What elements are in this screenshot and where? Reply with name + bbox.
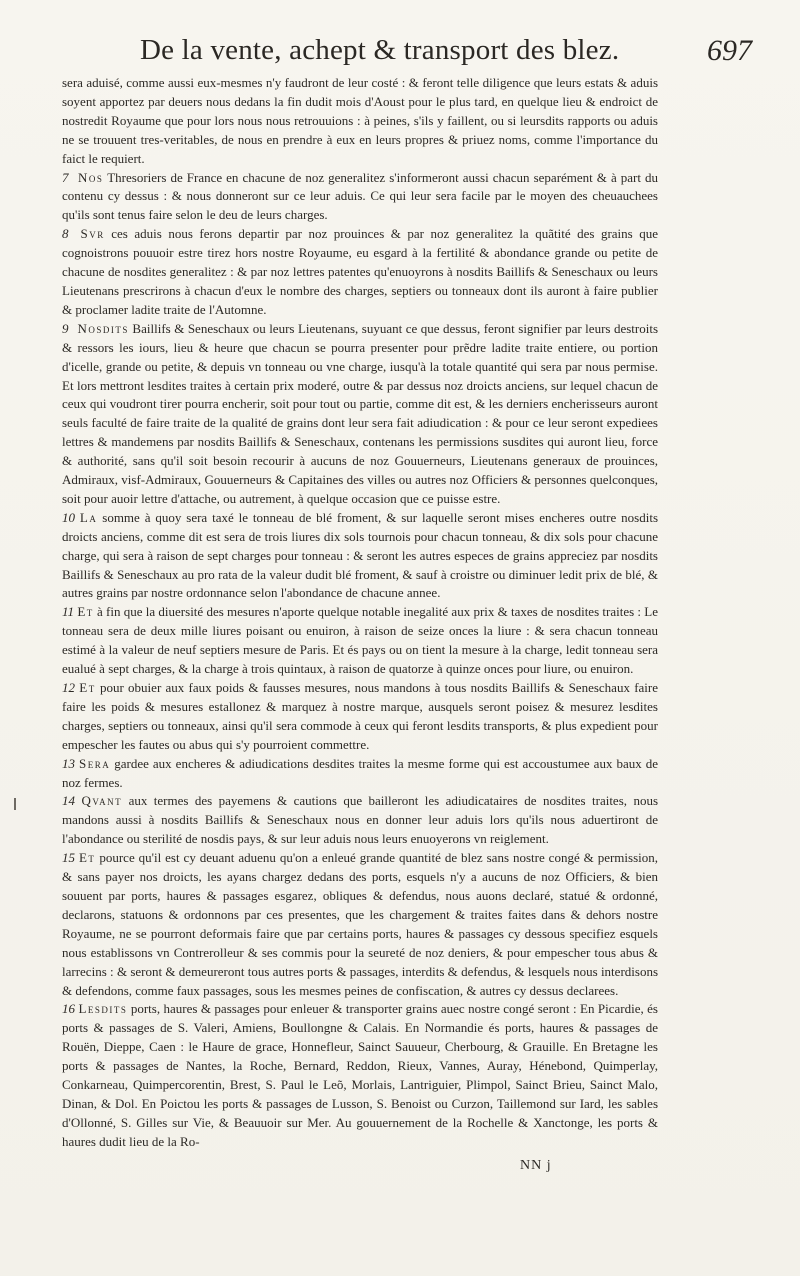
paragraph-text: ces aduis nous ferons departir par noz prouinces & par noz generalitez la quãtité des grains que cognoistrons pouuoir estre tirez hors nostre Royaume, eu esgard à la fertilité & abondance grande ou petite de chacune de nosdites generalitez : & par noz lettres patentes qu'enuoyrons à nosdits Baillifs & Seneschaux ou leurs Lieutenans prescrirons à chacun d'eux le nombre des charges, septiers ou tonneaux dont ils auront à faire publier & proclamer ladite traite de l'Automne. (62, 226, 658, 317)
paragraph-text: à fin que la diuersité des mesures n'aporte quelque notable inegalité aux prix & taxes de nosdites traites : Le tonneau sera de deux mille liures poisant ou enuiron, à raison de seize onces la liure : & sera chacun tonneau estimé à la valeur de neuf septiers mesure de Paris. Et és pays ou on tient la mesure à la charge, ledit tonneau sera eualué à sept charges, & la charge à trois quintaux, à raison de quatorze à quinze onces pour liure, ou enuiron. (62, 604, 658, 677)
article-lead: Lesdits (78, 1001, 128, 1017)
paragraph-text: gardee aux encheres & adiudications desdites traites la mesme forme qui est accoustumee aux baux de noz fermes. (62, 755, 659, 790)
article-9 (62, 320, 658, 509)
paragraph-text: aux termes des payemens & cautions que bailleront les adiudicataires de nosdites traites, nous mandons aussi à nosdits Baillifs & Seneschaux nous en donner leur aduis lors qu'ils nous aduertiront de l'abondance ou sterilité de nosdis pays, & sur leur aduis nous leurs enuoyerons vn reiglement. (62, 793, 658, 847)
paragraph-text: Thresoriers de France en chacune de noz generalitez s'informeront aussi chacun separément & à part du contenu cy dessus : & nous donneront sur ce leur aduis. Ce qui leur sera facile par le moyen des cheuauchees qu'ils sont tenus faire selon le deu de leurs charges. (62, 169, 658, 223)
article-number: 9 (62, 320, 69, 336)
article-number: 15 (62, 850, 75, 866)
running-header (62, 32, 752, 72)
article-lead: Nosdits (77, 320, 129, 336)
paragraph-text: ports, haures & passages pour enleuer & transporter grains auec nostre congé seront : En Picardie, és ports & passages de S. Valeri, Amiens, Boullongne & Calais. En Normandie és ports, haures & passages de Rouën, Dieppe, Caen : le Haure de grace, Honnefleur, Sainct Sauueur, Cherbourg, & Grauille. En Bretagne les ports & passages de Nantes, la Roche, Bernard, Reddon, Rieux, Vannes, Auray, Hénebond, Quimperlay, Conkarneau, Quimpercorentin, Brest, S. Paul le Leõ, Morlais, Lantriguier, Plimpol, Sainct Brieu, Sainct Malo, Dinan, & Dol. En Poictou les ports & passages de Lusson, S. Benoist ou Curzon, Taillemond sur Iard, les sables d'Ollonné, S. Gilles sur Vie, & Beauuoir sur Mer. Au gouuernement de la Rochelle & Xanctonge, les ports & haures dudit lieu de la Ro- (62, 1001, 658, 1149)
article-10 (62, 509, 658, 604)
article-12 (62, 679, 658, 755)
article-number: 11 (62, 604, 75, 620)
article-number: 12 (62, 680, 75, 695)
article-number: 8 (62, 226, 69, 242)
paragraph-text: somme à quoy sera taxé le tonneau de blé froment, & sur laquelle seront mises encheres outre nosdits droicts anciens, comme dit est sera de trois liures dix sols tournois pour chacun tonneau, & dix sols pour chacune charge, qui sera à raison de sept charges pour tonneau : & seront les autres especes de grains appreciez par nosdits Baillifs & Seneschaux au pro rata de la valeur dudit blé froment, & sauf à croistre ou diminuer ledit prix de blé, & autres grains par nostre ordonnance selon l'abondance de chacune annee. (62, 509, 659, 601)
article-lead: Nos (78, 169, 104, 185)
article-16 (62, 1000, 658, 1151)
article-8 (62, 225, 658, 320)
article-number: 14 (62, 793, 75, 809)
article-number: 7 (62, 169, 69, 185)
article-14 (62, 792, 658, 849)
paragraph-continuation (62, 74, 658, 169)
article-number: 13 (62, 755, 75, 771)
article-lead: Qvant (81, 793, 123, 809)
article-13 (62, 755, 658, 793)
article-lead: La (79, 509, 98, 525)
body-text (62, 74, 658, 1152)
article-lead: Sera (79, 755, 111, 771)
signature-mark: NN j (520, 1158, 552, 1173)
paragraph-text: Baillifs & Seneschaux ou leurs Lieutenans, suyuant ce que dessus, feront signifier par leurs destroits & ressors les iours, lieu & heure que chacun se pourra presenter pour prẽdre ladite traite entiere, ou portion d'icelle, grande ou petite, & depuis vn tonneau ou vne charge, iusqu'à la totale quantité qui sera par nous permise. Et lors mettront lesdites traites à certain prix moderé, outre & par dessus noz droicts anciens, sur lequel chacun de ceux qui voudront tirer pourra encherir, soit pour tout ou partie, comme dit est, & les derniers encherisseurs auront seuls faculté de faire traite de la qualité de grains dont leur sera fait adiudication : & pour ce leur seront expediees lettres & mandemens par nosdits Baillifs & Seneschaux, contenans les permissions susdites qui auront lieu, force & authorité, sans qu'il soit besoin recourir à aucuns de noz Gouuerneurs, Lieutenans generaux de prouinces, Admiraux, visf-Admiraux, Gouuerneurs & Capitaines des villes ou autres noz Officiers & personnes quelconques, soit pour auoir lettre d'attache, ou autrement, à quelque occasion que ce puisse estre. (62, 320, 659, 506)
article-15 (62, 849, 658, 1000)
article-number: 10 (62, 509, 75, 525)
article-11 (62, 603, 658, 679)
paragraph-text: pource qu'il est cy deuant aduenu qu'on a enleué grande quantité de blez sans nostre congé & permission, & sans payer nos droicts, les ayans chargez dedans des ports, esquels n'y a aucuns de noz Officiers, & bien souuent par ports, haures & passages esgarez, obliques & defendus, nous auons declaré, statué & ordonné, declarons, statuons & ordonnons par ces presentes, que les chargement & traites faites dans & dehors nostre Royaume, ne se pourront deformais faire que par certains ports, haures & passages cy dessous specifiez esquels nous establissons vn Contrerolleur & ses commis pour la seureté de noz deniers, & pour empescher tous abus & larrecins : & seront & demeureront tous autres ports & passages, interdits & defendus, & lesquels nous interdisons & defendons, comme faux passages, sous les mesmes peines de confiscation, & autres cy dessus declarees. (62, 850, 659, 998)
article-lead: Et (78, 850, 96, 866)
article-lead: Svr (80, 226, 105, 242)
paragraph-text: pour obuier aux faux poids & fausses mesures, nous mandons à tous nosdits Baillifs & Seneschaux faire faire les poids & mesures estallonez & marquez à nostre marque, ausquels seront poisez & mesurez lesdites charges, septiers ou tonneaux, ainsi qu'il sera commode à ceux qui feront lesdits transports, & plus expedient pour empescher les fautes ou abus qui s'y pourroient commettre. (62, 680, 659, 752)
article-lead: Et (79, 680, 96, 695)
article-lead: Et (77, 604, 94, 620)
running-title: De la vente, achept & transport des blez. (140, 34, 620, 66)
paragraph-text: sera aduisé, comme aussi eux-mesmes n'y faudront de leur costé : & feront telle diligence que leurs estats & aduis soyent apportez par deuers nous dedans la fin dudit mois d'Aoust pour le plus tard, en quelque lieu & endroict de nostredit Royaume que pour lors nous nous retrouuions : à peines, s'ils y faillent, ou si leursdits rapports ou aduis ne se trouuent tres-veritables, de nous en prendre à eux en leurs propres & priuez noms, comme l'importance du faict le requiert. (62, 75, 658, 166)
article-7 (62, 169, 658, 226)
page-number: 697 (707, 34, 752, 67)
margin-mark (14, 798, 16, 810)
article-number: 16 (62, 1001, 75, 1017)
